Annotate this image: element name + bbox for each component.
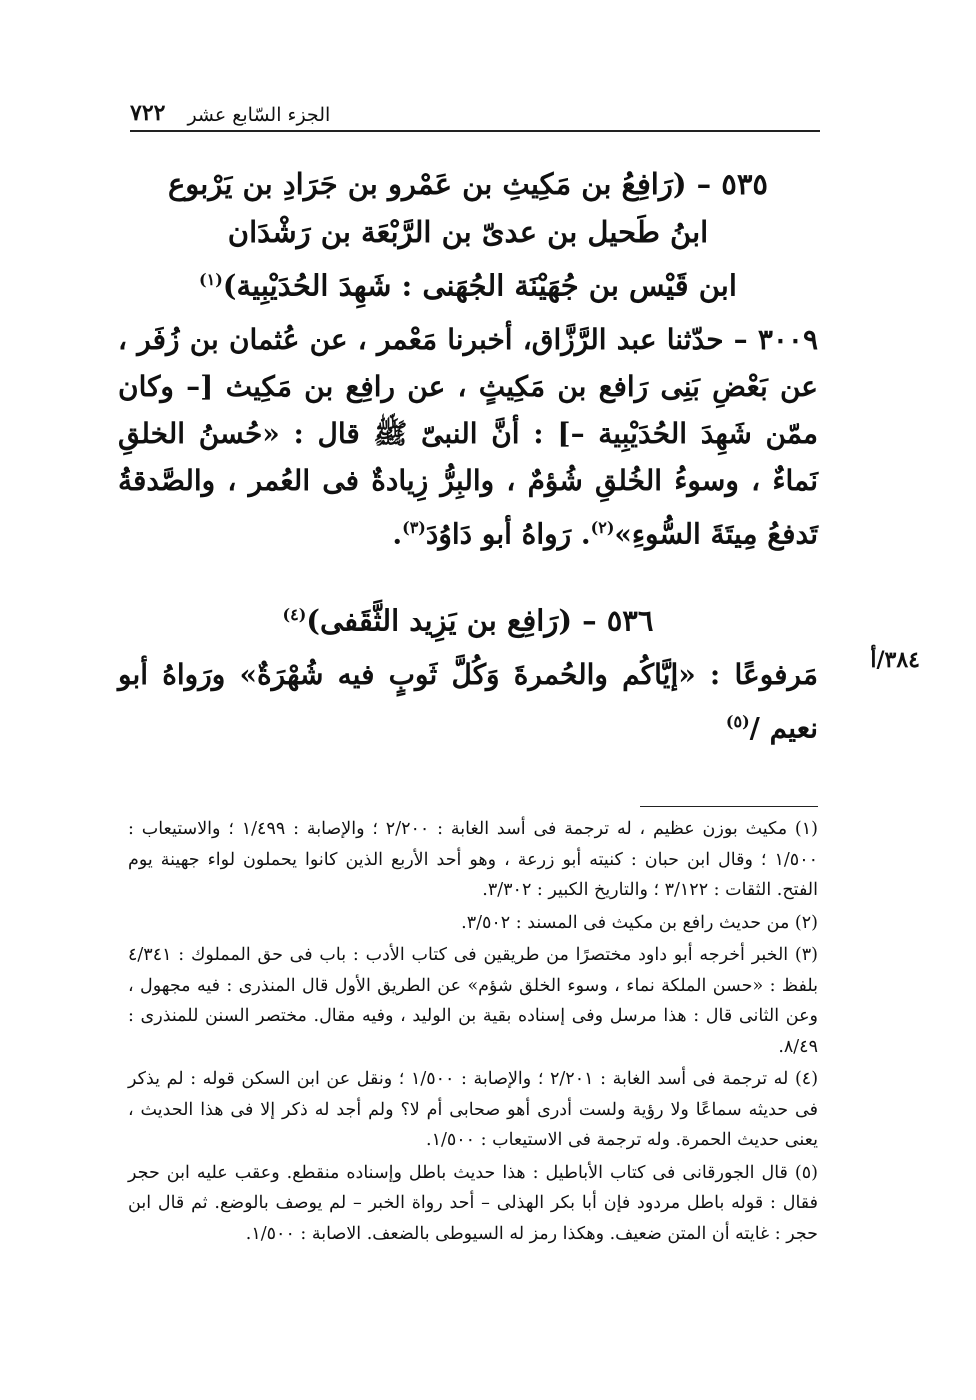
footnote-ref: (٥) <box>725 711 750 731</box>
entry-title-line-text: ابن قَيْس بن جُهَيْنَة الجُهَنى : شَهِدَ الحُدَيْبِية) <box>222 268 737 303</box>
footnote-ref: (٤) <box>282 604 307 624</box>
footnote: (٤) له ترجمة فى أسد الغابة : ٢/٢٠١ ؛ والإصابة : ١/٥٠٠ ؛ ونقل عن ابن السكن قوله : لم يذكر فى حديثه سماعًا ولا رؤية ولست أدرى أهو صحابى أم لا؟ ولم أجد له ذكر إلا فى هذا الحديث ، يعنى حديث الحمرة. وله ترجمة فى الاستيعاب : ١/٥٠٠. <box>128 1069 819 1150</box>
entry-title-line: ٥٣٥ – (رَافِعُ بن مَكِيثِ بن عَمْرو بن جَرَادِ بن يَرْبوع <box>167 167 769 201</box>
footnote: (٣) الخبر أخرجه أبو داود مختصرًا من طريقين فى كتاب الأدب : باب فى حق المملوك : ٤/٣٤١ بلفظ : «حسن الملكة نماء ، وسوء الخلق شؤم» عن الطريق الأول قال المنذرى : فيه مجهول ، وعن الثانى قال : هذا مرسل وفى إسناده بقية بن الوليد ، وفيه مقال. مختصر السنن للمنذرى : ٨/٤٩. <box>128 945 818 1057</box>
footnote-divider <box>640 806 818 807</box>
entry-title <box>138 160 798 310</box>
part-title: الجزء السّابع عشر <box>187 104 331 126</box>
footnote-ref: (٣) <box>402 517 426 537</box>
entry-535 <box>118 160 818 557</box>
hadith-text: مَرفوعًا : «إيَّاكُم والحُمرةَ وَكُلَّ ثَوبٍ فيه شُهْرَةٌ» ورَواهُ أبو نعيم / <box>118 657 818 744</box>
running-header <box>130 92 820 132</box>
entry-title-line <box>138 256 798 310</box>
footnote: (٥) قال الجورقانى فى كتاب الأباطيل : هذا حديث باطل وإسناده منقطع. وعقب عليه ابن حجر فقال : قوله باطل مردود فإن أبا بكر الهذلى – أحد رواة الخبر – لم يوصف بالوضع. ثم قال ابن حجر : غايته أن المتن ضعيف. وهكذا رمز له السيوطى بالضعف. الاصابة : ١/٥٠٠. <box>128 1162 818 1244</box>
footnote-ref: (٢) <box>590 517 615 537</box>
entry-title-text: ٥٣٦ – (رَافِع بن يَزِيد الثَّقَفى) <box>306 603 654 638</box>
entry-536 <box>118 591 818 751</box>
hadith-paragraph <box>118 316 818 557</box>
entry-title <box>138 591 798 645</box>
hadith-text: ٣٠٠٩ – حدّثنا عبد الرَّزَّاق، أخبرنا مَعْمر ، عن عُثمان بن زُفَر ، عن بَعْضِ بَنِى رَافع بن مَكِيثٍ ، عن رافِع بن مَكِيث [– وكان ممّن شَهِدَ الحُدَيْبِية –] : أنَّ النبىّ ﷺ قال : «حُسنُ الخلقِ نَماءٌ ، وسوءُ الخُلقِ شُؤمٌ ، والبِرُّ زِيادةٌ فى العُمر ، والصَّدقةُ تَدفعُ مِيتَةَ السُّوءِ» <box>118 322 818 550</box>
hadith-end: . <box>392 516 403 550</box>
page-number: ٧٢٢ <box>130 100 166 126</box>
entry-title-line: ابنُ طَحيل بن عدىّ بن الرَّبْعَة بن رَشْدَان <box>227 215 709 249</box>
main-text <box>118 160 818 751</box>
footnotes <box>128 814 818 1251</box>
manuscript-folio-note: ٣٨٤/أ <box>870 647 920 673</box>
footnote: (٢) من حديث رافع بن مكيث فى المسند : ٣/٥٠٢. <box>461 912 818 933</box>
footnote-ref: (١) <box>199 270 223 289</box>
hadith-tail: . رَواهُ أبو دَاوُدَ <box>425 516 591 550</box>
hadith-paragraph <box>118 651 818 751</box>
footnote: (١) مكيث بوزن عظيم ، له ترجمة فى أسد الغابة : ٢/٢٠٠ ؛ والإصابة : ١/٤٩٩ ؛ والاستيعاب : ١/٥٠٠ ؛ وقال ابن حبان : كنيته أبو زرعة ، وهو أحد الأربع الذين كانوا يحملون لواء جهينة يوم الفتح. الثقات : ٣/١٢٢ ؛ والتاريخ الكبير : ٣/٣٠٢. <box>128 819 818 900</box>
